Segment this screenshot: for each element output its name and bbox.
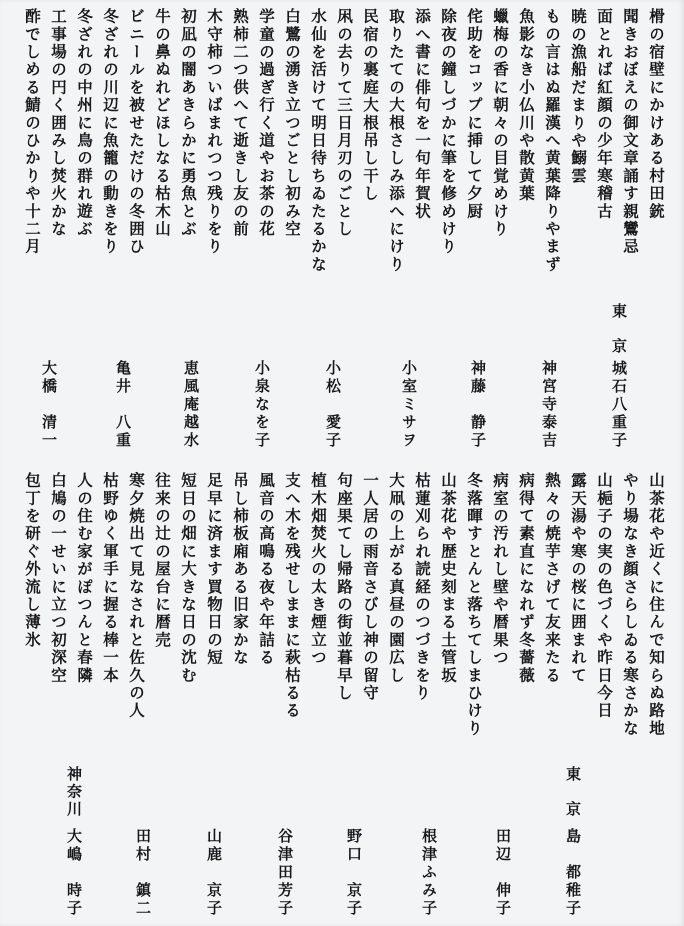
haiku-column: 面とれば紅顔の少年寒稽古 <box>595 8 612 221</box>
haiku-column: 風音の高鳴る夜や年詰る <box>257 472 274 667</box>
haiku-column: 病室の汚れし壁や暦果つ <box>491 472 508 667</box>
haiku-column: 一人居の雨音さびし神の留守 <box>361 472 378 703</box>
haiku-column: 足早に済ます買物日の短 <box>205 472 222 667</box>
haiku-column: 水仙を活けて明日待ちゐたるかな <box>309 8 326 274</box>
haiku-column: 冬ざれの川辺に魚籠の動きをり <box>101 8 118 256</box>
haiku-column: 往来の辻の屋台に暦売 <box>153 472 170 649</box>
haiku-column: 木守柿ついばまれつつ残りをり <box>205 8 222 256</box>
author-name: 亀井 八重 <box>114 360 130 450</box>
author-column <box>178 303 202 450</box>
author-region: 東 京 <box>564 766 580 819</box>
haiku-column: 人の住む家がぽつんと春隣 <box>75 472 92 685</box>
haiku-column: 冬ざれの中州に鳥の群れ遊ぶ <box>75 8 92 239</box>
haiku-column: 除夜の鐘しづかに筆を修めけり <box>439 8 456 256</box>
haiku-column: 聞きおぼえの御文章誦す親鸞忌 <box>621 8 638 256</box>
haiku-column: 大凧の上がる真昼の園広し <box>387 472 404 685</box>
haiku-column: 熱々の焼芋さげて友来たる <box>543 472 560 685</box>
author-name: 恵風庵越水 <box>182 360 198 450</box>
haiku-column: 冬落暉すとんと落ちてしまひけり <box>465 472 482 738</box>
haiku-column: 句座果てし帰路の街並暮早し <box>335 472 352 703</box>
author-name: 小松 愛子 <box>324 360 340 450</box>
author-region: 東 京 <box>610 303 626 356</box>
haiku-column: 工事場の円く囲みし焚火かな <box>49 8 66 239</box>
author-name: 谷津田芳子 <box>276 828 292 918</box>
author-column <box>416 766 440 918</box>
author-column <box>36 303 60 450</box>
author-column <box>61 766 85 918</box>
author-column <box>465 303 489 450</box>
haiku-column: 露天湯や寒の桜に囲まれて <box>569 472 586 685</box>
author-column <box>249 303 273 450</box>
haiku-column: 初凪の闇あきらかに勇魚とぶ <box>179 8 196 239</box>
author-column <box>560 766 584 918</box>
author-name: 大嶋 時子 <box>65 828 81 918</box>
haiku-column: 民宿の裏庭大根吊し干し <box>361 8 378 203</box>
author-column <box>272 766 296 918</box>
author-column <box>341 766 365 918</box>
author-column <box>606 303 630 450</box>
haiku-column: 山茶花や歴史刻まる土管坂 <box>439 472 456 685</box>
author-name: 田辺 伸子 <box>494 828 510 918</box>
author-column <box>536 303 560 450</box>
author-name: 山鹿 京子 <box>205 828 221 918</box>
author-column <box>201 766 225 918</box>
top-haiku-band <box>18 8 668 338</box>
author-region: 神奈川 <box>65 766 81 819</box>
author-name: 小泉なを子 <box>253 360 269 450</box>
haiku-column: 病得て素直になれず冬薔薇 <box>517 472 534 685</box>
haiku-column: 山梔子の実の色づくや昨日今日 <box>595 472 612 720</box>
haiku-column: やり場なき顔さらしゐる寒さかな <box>621 472 638 738</box>
haiku-column: 学童の過ぎ行く道やお茶の花 <box>257 8 274 239</box>
author-name: 根津ふみ子 <box>420 828 436 918</box>
author-column <box>396 303 420 450</box>
haiku-column: 牛の鼻ぬれどほしなる枯木山 <box>153 8 170 239</box>
haiku-column: 添へ書に俳句を一句年賀状 <box>413 8 430 221</box>
author-name: 島 都稚子 <box>564 828 580 918</box>
haiku-column: 寒夕焼出て見なされと佐久の人 <box>127 472 144 720</box>
haiku-column: 凩の去りて三日月刃のごとし <box>335 8 352 239</box>
haiku-column: 短日の畑に大きな日の沈む <box>179 472 196 685</box>
author-name: 神藤 静子 <box>469 360 485 450</box>
haiku-column: 支へ木を残せしままに萩枯るる <box>283 472 300 720</box>
haiku-column: 山茶花や近くに住んで知らぬ路地 <box>647 472 664 738</box>
haiku-column: 白鳩の一せいに立つ初深空 <box>49 472 66 685</box>
haiku-column: 枯野ゆく軍手に握る棒一本 <box>101 472 118 685</box>
author-name: 小室ミサヲ <box>400 360 416 450</box>
haiku-column: 包丁を研ぐ外流し薄氷 <box>23 472 40 649</box>
author-name: 大橋 清一 <box>40 360 56 450</box>
author-name: 野口 京子 <box>345 828 361 918</box>
haiku-column: 枯蓮刈られ読経のつづきをり <box>413 472 430 703</box>
author-name: 城石八重子 <box>610 360 626 450</box>
author-column <box>130 766 154 918</box>
haiku-column: 白鷺の湧き立つごとし初み空 <box>283 8 300 239</box>
author-column <box>320 303 344 450</box>
haiku-column: 蠟梅の香に朝々の目覚めけり <box>491 8 508 239</box>
haiku-column: 吊し柿板廂ある旧家かな <box>231 472 248 667</box>
author-name: 神宮寺泰吉 <box>540 360 556 450</box>
author-name: 田村 鎮二 <box>134 828 150 918</box>
author-column <box>490 766 514 918</box>
author-column <box>110 303 134 450</box>
haiku-column: 侘助をコップに挿して夕厨 <box>465 8 482 221</box>
haiku-column: 取りたての大根さしみ添へにけり <box>387 8 404 274</box>
haiku-column: 暁の漁船だまりや鰯雲 <box>569 8 586 185</box>
haiku-column: 榾の宿壁にかけある村田銃 <box>647 8 664 221</box>
haiku-column: 植木畑焚火の太き煙立つ <box>309 472 326 667</box>
haiku-column: 魚影なき小仏川や散黄葉 <box>517 8 534 203</box>
haiku-column: もの言はぬ羅漢へ黄葉降りやまず <box>543 8 560 274</box>
haiku-column: 熟柿二つ供へて逝きし友の前 <box>231 8 248 239</box>
bottom-haiku-band <box>18 472 668 802</box>
haiku-column: ビニールを被せただけの冬囲ひ <box>127 8 144 256</box>
haiku-column: 酢でしめる鯖のひかりや十二月 <box>23 8 40 256</box>
